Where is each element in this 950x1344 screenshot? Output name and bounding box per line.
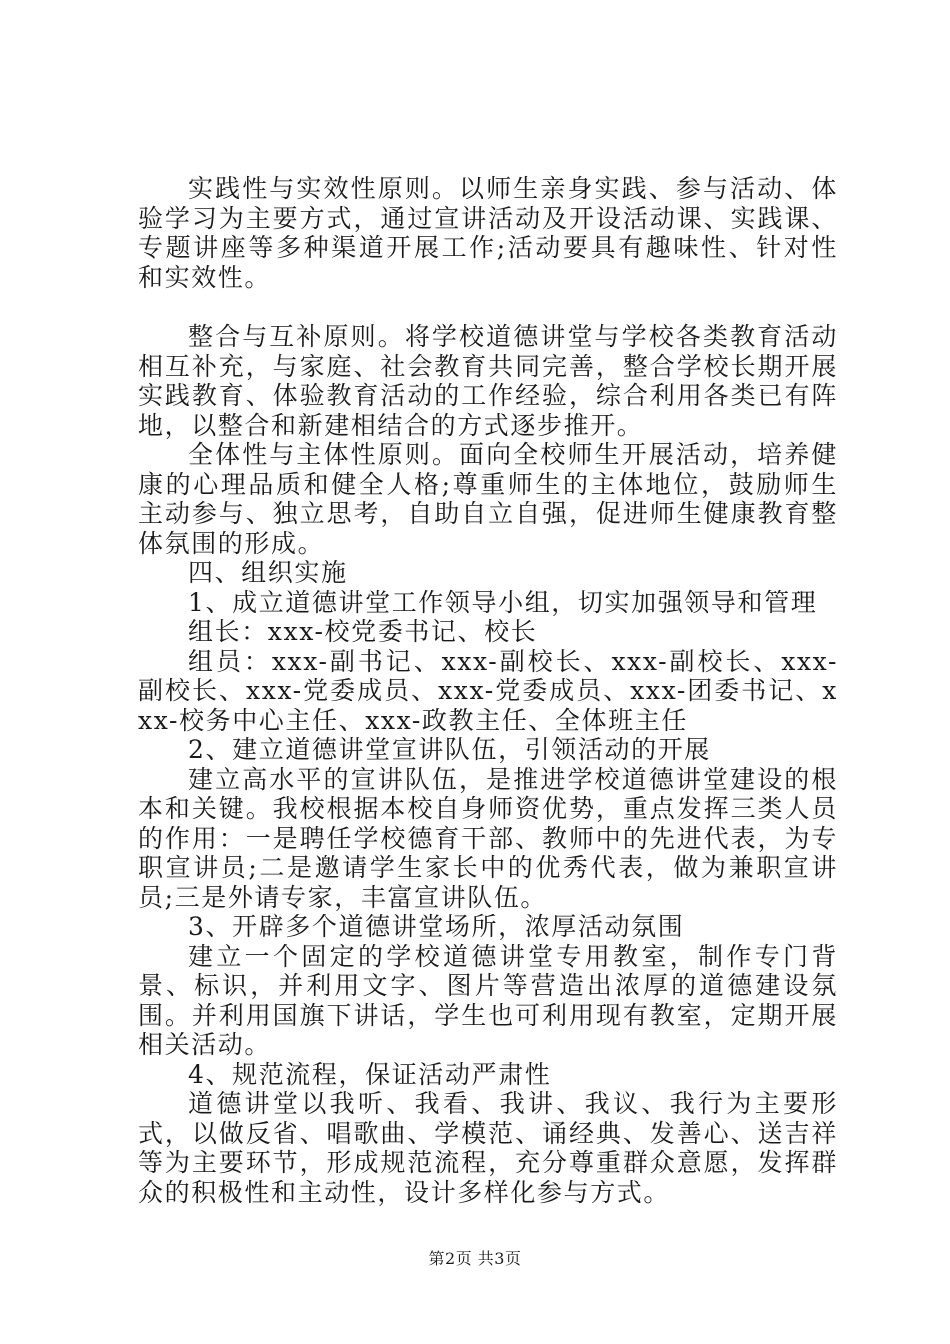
paragraph-lecture-team: 建立高水平的宣讲队伍，是推进学校道德讲堂建设的根本和关键。我校根据本校自身师资优势，重点发挥三类人员的作用：一是聘任学校德育干部、教师中的先进代表，为专职宣讲员;二是邀请学生家长中的优秀代表，做为兼职宣讲员;三是外请专家，丰富宣讲队伍。 (138, 764, 838, 912)
paragraph-practice-principle: 实践性与实效性原则。以师生亲身实践、参与活动、体验学习为主要方式，通过宣讲活动及开设活动课、实践课、专题讲座等多种渠道开展工作;活动要具有趣味性、针对性和实效性。 (138, 174, 838, 292)
section-heading-organization: 四、组织实施 (188, 558, 348, 587)
item-heading-venues: 3、开辟多个道德讲堂场所，浓厚活动氛围 (188, 912, 685, 941)
item-heading-leadership-group: 1、成立道德讲堂工作领导小组，切实加强领导和管理 (188, 587, 818, 617)
paragraph-group-members: 组员：xxx-副书记、xxx-副校长、xxx-副校长、xxx-副校长、xxx-党委成员、xxx-党委成员、xxx-团委书记、xxx-校务中心主任、xxx-政教主任、全体班主任 (138, 646, 838, 735)
paragraph-wholeness-principle: 全体性与主体性原则。面向全校师生开展活动，培养健康的心理品质和健全人格;尊重师生的主体地位，鼓励师生主动参与、独立思考，自助自立自强，促进师生健康教育整体氛围的形成。 (138, 440, 838, 558)
page-number-footer: 第2页 共3页 (428, 1249, 522, 1268)
paragraph-process: 道德讲堂以我听、我看、我讲、我议、我行为主要形式，以做反省、唱歌曲、学模范、诵经典、发善心、送吉祥等为主要环节，形成规范流程，充分尊重群众意愿，发挥群众的积极性和主动性，设计多样化参与方式。 (138, 1089, 838, 1207)
paragraph-integration-principle: 整合与互补原则。将学校道德讲堂与学校各类教育活动相互补充，与家庭、社会教育共同完善，整合学校长期开展实践教育、体验教育活动的工作经验，综合利用各类已有阵地，以整合和新建相结合的方式逐步推开。 (138, 322, 838, 440)
item-heading-lecture-team: 2、建立道德讲堂宣讲队伍，引领活动的开展 (188, 735, 711, 764)
paragraph-venues: 建立一个固定的学校道德讲堂专用教室，制作专门背景、标识，并利用文字、图片等营造出浓厚的道德建设氛围。并利用国旗下讲话，学生也可利用现有教室，定期开展相关活动。 (138, 941, 838, 1059)
document-body (138, 174, 838, 1207)
paragraph-group-leader: 组长：xxx-校党委书记、校长 (188, 617, 538, 646)
item-heading-process: 4、规范流程，保证活动严肃性 (188, 1059, 552, 1089)
